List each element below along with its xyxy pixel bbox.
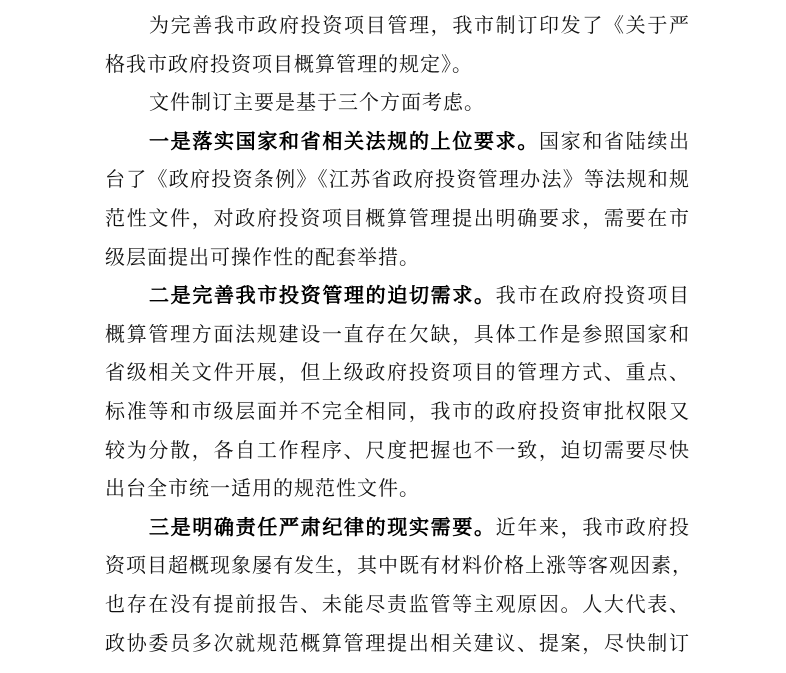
paragraph-1-line-1: 为完善我市政府投资项目管理，我市制订印发了《关于严 xyxy=(149,13,690,37)
paragraph-5-line-1 xyxy=(105,508,690,547)
paragraph-5-line-4: 政协委员多次就规范概算管理提出相关建议、提案，尽快制订 xyxy=(105,630,690,655)
paragraph-3-line-2: 台了《政府投资条例》《江苏省政府投资管理办法》等法规和规 xyxy=(105,167,690,192)
paragraph-3-line-3: 范性文件，对政府投资项目概算管理提出明确要求，需要在市 xyxy=(105,205,690,230)
paragraph-4-heading: 二是完善我市投资管理的迫切需求。 xyxy=(149,283,496,308)
paragraph-4-line-6: 出台全市统一适用的规范性文件。 xyxy=(105,476,420,501)
paragraph-2-line-1: 文件制订主要是基于三个方面考虑。 xyxy=(149,90,485,115)
paragraph-4-line-3: 省级相关文件开展，但上级政府投资项目的管理方式、重点、 xyxy=(105,360,690,385)
paragraph-4-line-4: 标准等和市级层面并不完全相同，我市的政府投资审批权限又 xyxy=(105,398,690,423)
paragraph-5-line-2: 资项目超概现象屡有发生，其中既有材料价格上涨等客观因素， xyxy=(105,553,693,578)
paragraph-3-line-1 xyxy=(105,122,690,161)
paragraph-4-line-5: 较为分散，各自工作程序、尺度把握也不一致，迫切需要尽快 xyxy=(105,437,690,462)
paragraph-3-first-line-rest: 国家和省陆续出 xyxy=(539,128,691,153)
paragraph-4-line-1 xyxy=(105,276,690,315)
paragraph-5-line-3: 也存在没有提前报告、未能尽责监管等主观原因。人大代表、 xyxy=(105,591,690,616)
paragraph-4-line-2: 概算管理方面法规建设一直存在欠缺，具体工作是参照国家和 xyxy=(105,321,690,346)
paragraph-5-first-line-rest: 近年来，我市政府投 xyxy=(495,514,691,539)
paragraph-5-heading: 三是明确责任严肃纪律的现实需要。 xyxy=(149,514,496,539)
document-page xyxy=(105,6,693,662)
paragraph-1-line-2: 格我市政府投资项目概算管理的规定》。 xyxy=(105,51,473,76)
paragraph-3-line-4: 级层面提出可操作性的配套举措。 xyxy=(105,244,420,269)
paragraph-4-first-line-rest: 我市在政府投资项目 xyxy=(495,283,691,308)
paragraph-3-heading: 一是落实国家和省相关法规的上位要求。 xyxy=(149,128,539,153)
